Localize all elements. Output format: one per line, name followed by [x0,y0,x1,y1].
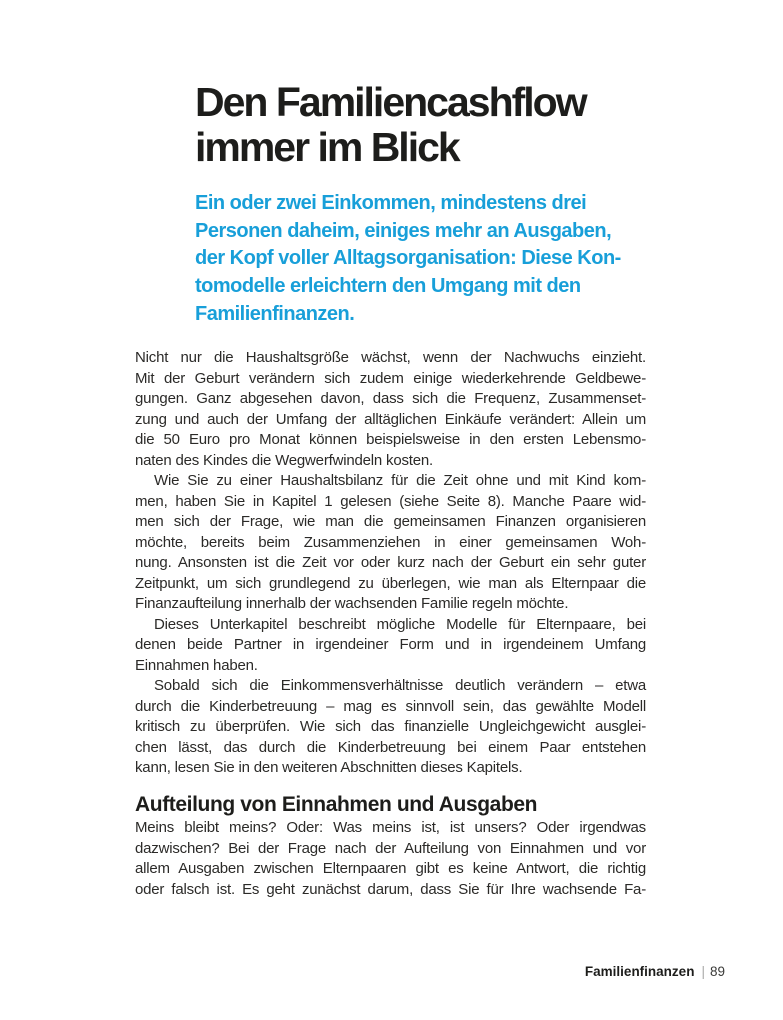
section-heading: Aufteilung von Einnahmen und Ausgaben [135,793,538,816]
body-text-continued [135,818,646,900]
paragraph [135,615,646,677]
body-line: men, haben Sie in Kapitel 1 gelesen (siehe Seite 8). Manche Paare wid- [135,492,646,510]
body-line: kann, lesen Sie in den weiteren Abschnitten dieses Kapitels. [135,759,523,776]
page-footer [585,963,725,980]
text-line: Ein oder zwei Einkommen, mindestens drei [195,192,587,214]
body-line: Meins bleibt meins? Oder: Was meins ist, ist unsers? Oder irgendwas [135,819,646,836]
body-line: dazwischen? Bei der Frage nach der Aufteilung von Einnahmen und vor [135,839,646,857]
body-line: gungen. Ganz abgesehen davon, dass sich die Frequenz, Zusammenset- [135,390,646,407]
body-line: naten des Kindes die Wegwerfwindeln kosten. [135,451,433,469]
body-text [135,348,646,779]
body-line: durch die Kinderbetreuung – mag es sinnvoll sein, das gewählte Modell [135,697,646,715]
body-line: Nicht nur die Haushaltsgröße wächst, wenn der Nachwuchs einzieht. [135,349,646,366]
body-line: möchte, bereits beim Zusammenziehen in einer gemeinsamen Woh- [135,533,646,551]
text-line: Den Familiencashflow [195,79,586,125]
text-line: tomodelle erleichtern den Umgang mit den [195,275,581,298]
body-line: Dieses Unterkapitel beschreibt mögliche Modelle für Elternpaare, bei [154,615,646,633]
body-line: Einnahmen haben. [135,656,258,674]
footer-chapter-label: Familienfinanzen [584,964,695,979]
body-line: Mit der Geburt verändern sich zudem einige wiederkehrende Geldbewe- [135,369,646,387]
body-line: oder falsch ist. Es geht zunächst darum, dass Sie für Ihre wachsende Fa- [135,880,646,898]
lead-paragraph [195,190,621,329]
text-line: der Kopf voller Alltagsorganisation: Diese Kon- [195,247,621,270]
body-line: kritisch zu überprüfen. Wie sich das finanzielle Ungleichgewicht ausglei- [135,718,646,735]
paragraph [135,348,646,471]
body-line: allem Ausgaben zwischen Elternpaaren gibt es keine Antwort, die richtig [135,860,646,877]
body-line: nung. Ansonsten ist die Zeit vor oder kurz nach der Geburt ein sehr guter [135,554,646,571]
body-line: Sobald sich die Einkommensverhältnisse deutlich verändern – etwa [154,677,646,694]
body-line: die 50 Euro pro Monat können beispielsweise in den ersten Lebensmo- [135,431,646,448]
text-line: Familienfinanzen. [195,302,355,325]
paragraph [135,471,646,615]
page-title [195,80,586,170]
body-line: Finanzaufteilung innerhalb der wachsenden Familie regeln möchte. [135,595,569,612]
body-line: Wie Sie zu einer Haushaltsbilanz für die Zeit ohne und mit Kind kom- [154,472,646,489]
footer-page-number: 89 [709,964,725,979]
body-line: zung und auch der Umfang der alltäglichen Einkäufe verändert: Allein um [135,410,646,428]
body-line: men sich der Frage, wie man die gemeinsamen Finanzen organisieren [135,513,646,530]
text-line: Personen daheim, einiges mehr an Ausgaben, [195,219,612,242]
footer-separator: | [701,964,705,979]
body-line: chen lässt, das durch die Kinderbetreuung bei einem Paar entstehen [135,738,646,756]
text-line: immer im Blick [195,124,459,170]
paragraph [135,676,646,779]
paragraph [135,818,646,900]
body-line: Zeitpunkt, um sich grundlegend zu überlegen, wie man als Elternpaar die [135,574,646,592]
body-line: denen beide Partner in irgendeiner Form und in irgendeinem Umfang [135,636,646,653]
